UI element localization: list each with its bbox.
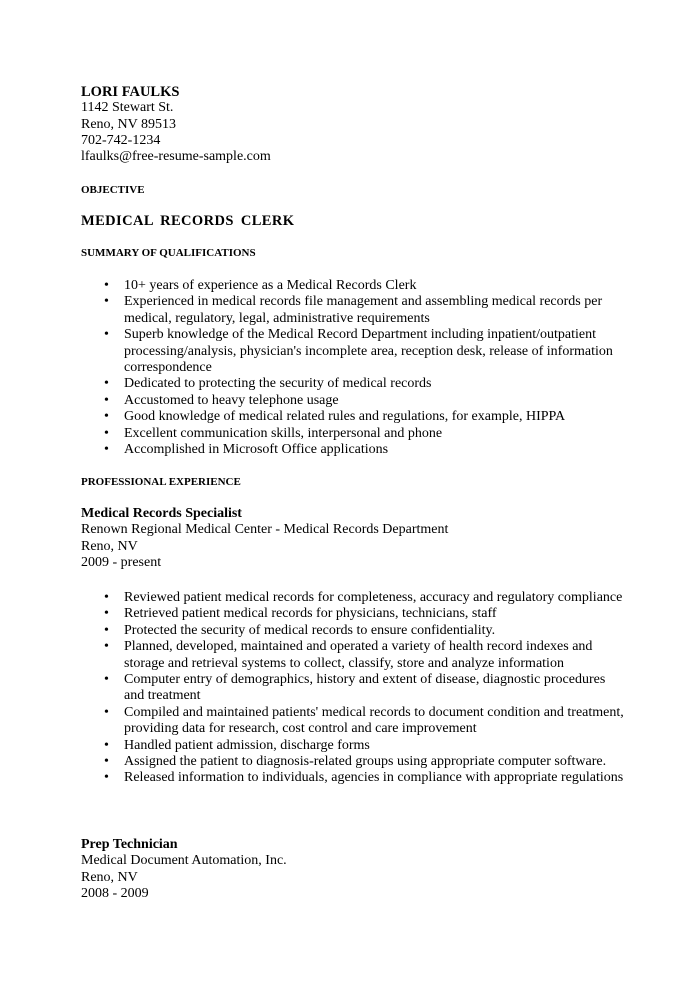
list-item: • Retrieved patient medical records for physicians, technicians, staff: [104, 606, 624, 622]
job-header: [81, 506, 448, 571]
job-title: Prep Technician: [81, 837, 178, 852]
job-employer: Renown Regional Medical Center - Medical Records Department: [81, 522, 449, 538]
job-employer: Medical Document Automation, Inc.: [81, 853, 287, 869]
job-location: Reno, NV: [81, 869, 138, 885]
list-item: • Reviewed patient medical records for completeness, accuracy and regulatory compliance: [104, 590, 624, 606]
list-item: • Planned, developed, maintained and operated a variety of health record indexes and storage and retrieval systems to collect, classify, store and analyze information: [104, 639, 624, 672]
city-state-zip: Reno, NV 89513: [81, 116, 177, 132]
job-dates: 2008 - 2009: [81, 885, 149, 901]
list-item: • Protected the security of medical records to ensure confidentiality.: [104, 623, 624, 639]
list-item: • 10+ years of experience as a Medical Records Clerk: [104, 278, 624, 294]
objective-text: MEDICAL RECORDS CLERK: [81, 213, 295, 229]
list-item: • Accomplished in Microsoft Office applications: [104, 442, 624, 458]
list-item: • Computer entry of demographics, history and extent of disease, diagnostic procedures and treatment: [104, 672, 624, 705]
list-item: • Good knowledge of medical related rules and regulations, for example, HIPPA: [104, 409, 624, 425]
list-item: • Handled patient admission, discharge forms: [104, 738, 624, 754]
list-item: • Released information to individuals, agencies in compliance with appropriate regulations: [104, 770, 624, 786]
job-dates: 2009 - present: [81, 554, 162, 570]
contact-block: [81, 84, 271, 165]
list-item: • Dedicated to protecting the security of medical records: [104, 376, 624, 392]
qualifications-list: [104, 278, 624, 458]
list-item: • Assigned the patient to diagnosis-related groups using appropriate computer software.: [104, 754, 624, 770]
job-location: Reno, NV: [81, 538, 138, 554]
list-item: • Excellent communication skills, interpersonal and phone: [104, 426, 624, 442]
applicant-name: LORI FAULKS: [81, 84, 180, 100]
list-item: • Superb knowledge of the Medical Record Department including inpatient/outpatient processing/analysis, physician's incomplete area, reception desk, release of information correspondence: [104, 327, 624, 376]
objective-heading: OBJECTIVE: [81, 184, 145, 196]
email-address: lfaulks@free-resume-sample.com: [81, 149, 271, 165]
list-item: • Experienced in medical records file management and assembling medical records per medical, regulatory, legal, administrative requirements: [104, 294, 624, 327]
experience-heading: PROFESSIONAL EXPERIENCE: [81, 476, 241, 488]
phone-number: 702-742-1234: [81, 132, 161, 148]
job-title: Medical Records Specialist: [81, 506, 242, 521]
summary-heading: SUMMARY OF QUALIFICATIONS: [81, 247, 256, 259]
job-header: [81, 837, 287, 902]
list-item: • Compiled and maintained patients' medical records to document condition and treatment, providing data for research, cost control and care improvement: [104, 705, 624, 738]
job-duties-list: [104, 590, 624, 787]
street-address: 1142 Stewart St.: [81, 100, 174, 116]
list-item: • Accustomed to heavy telephone usage: [104, 393, 624, 409]
